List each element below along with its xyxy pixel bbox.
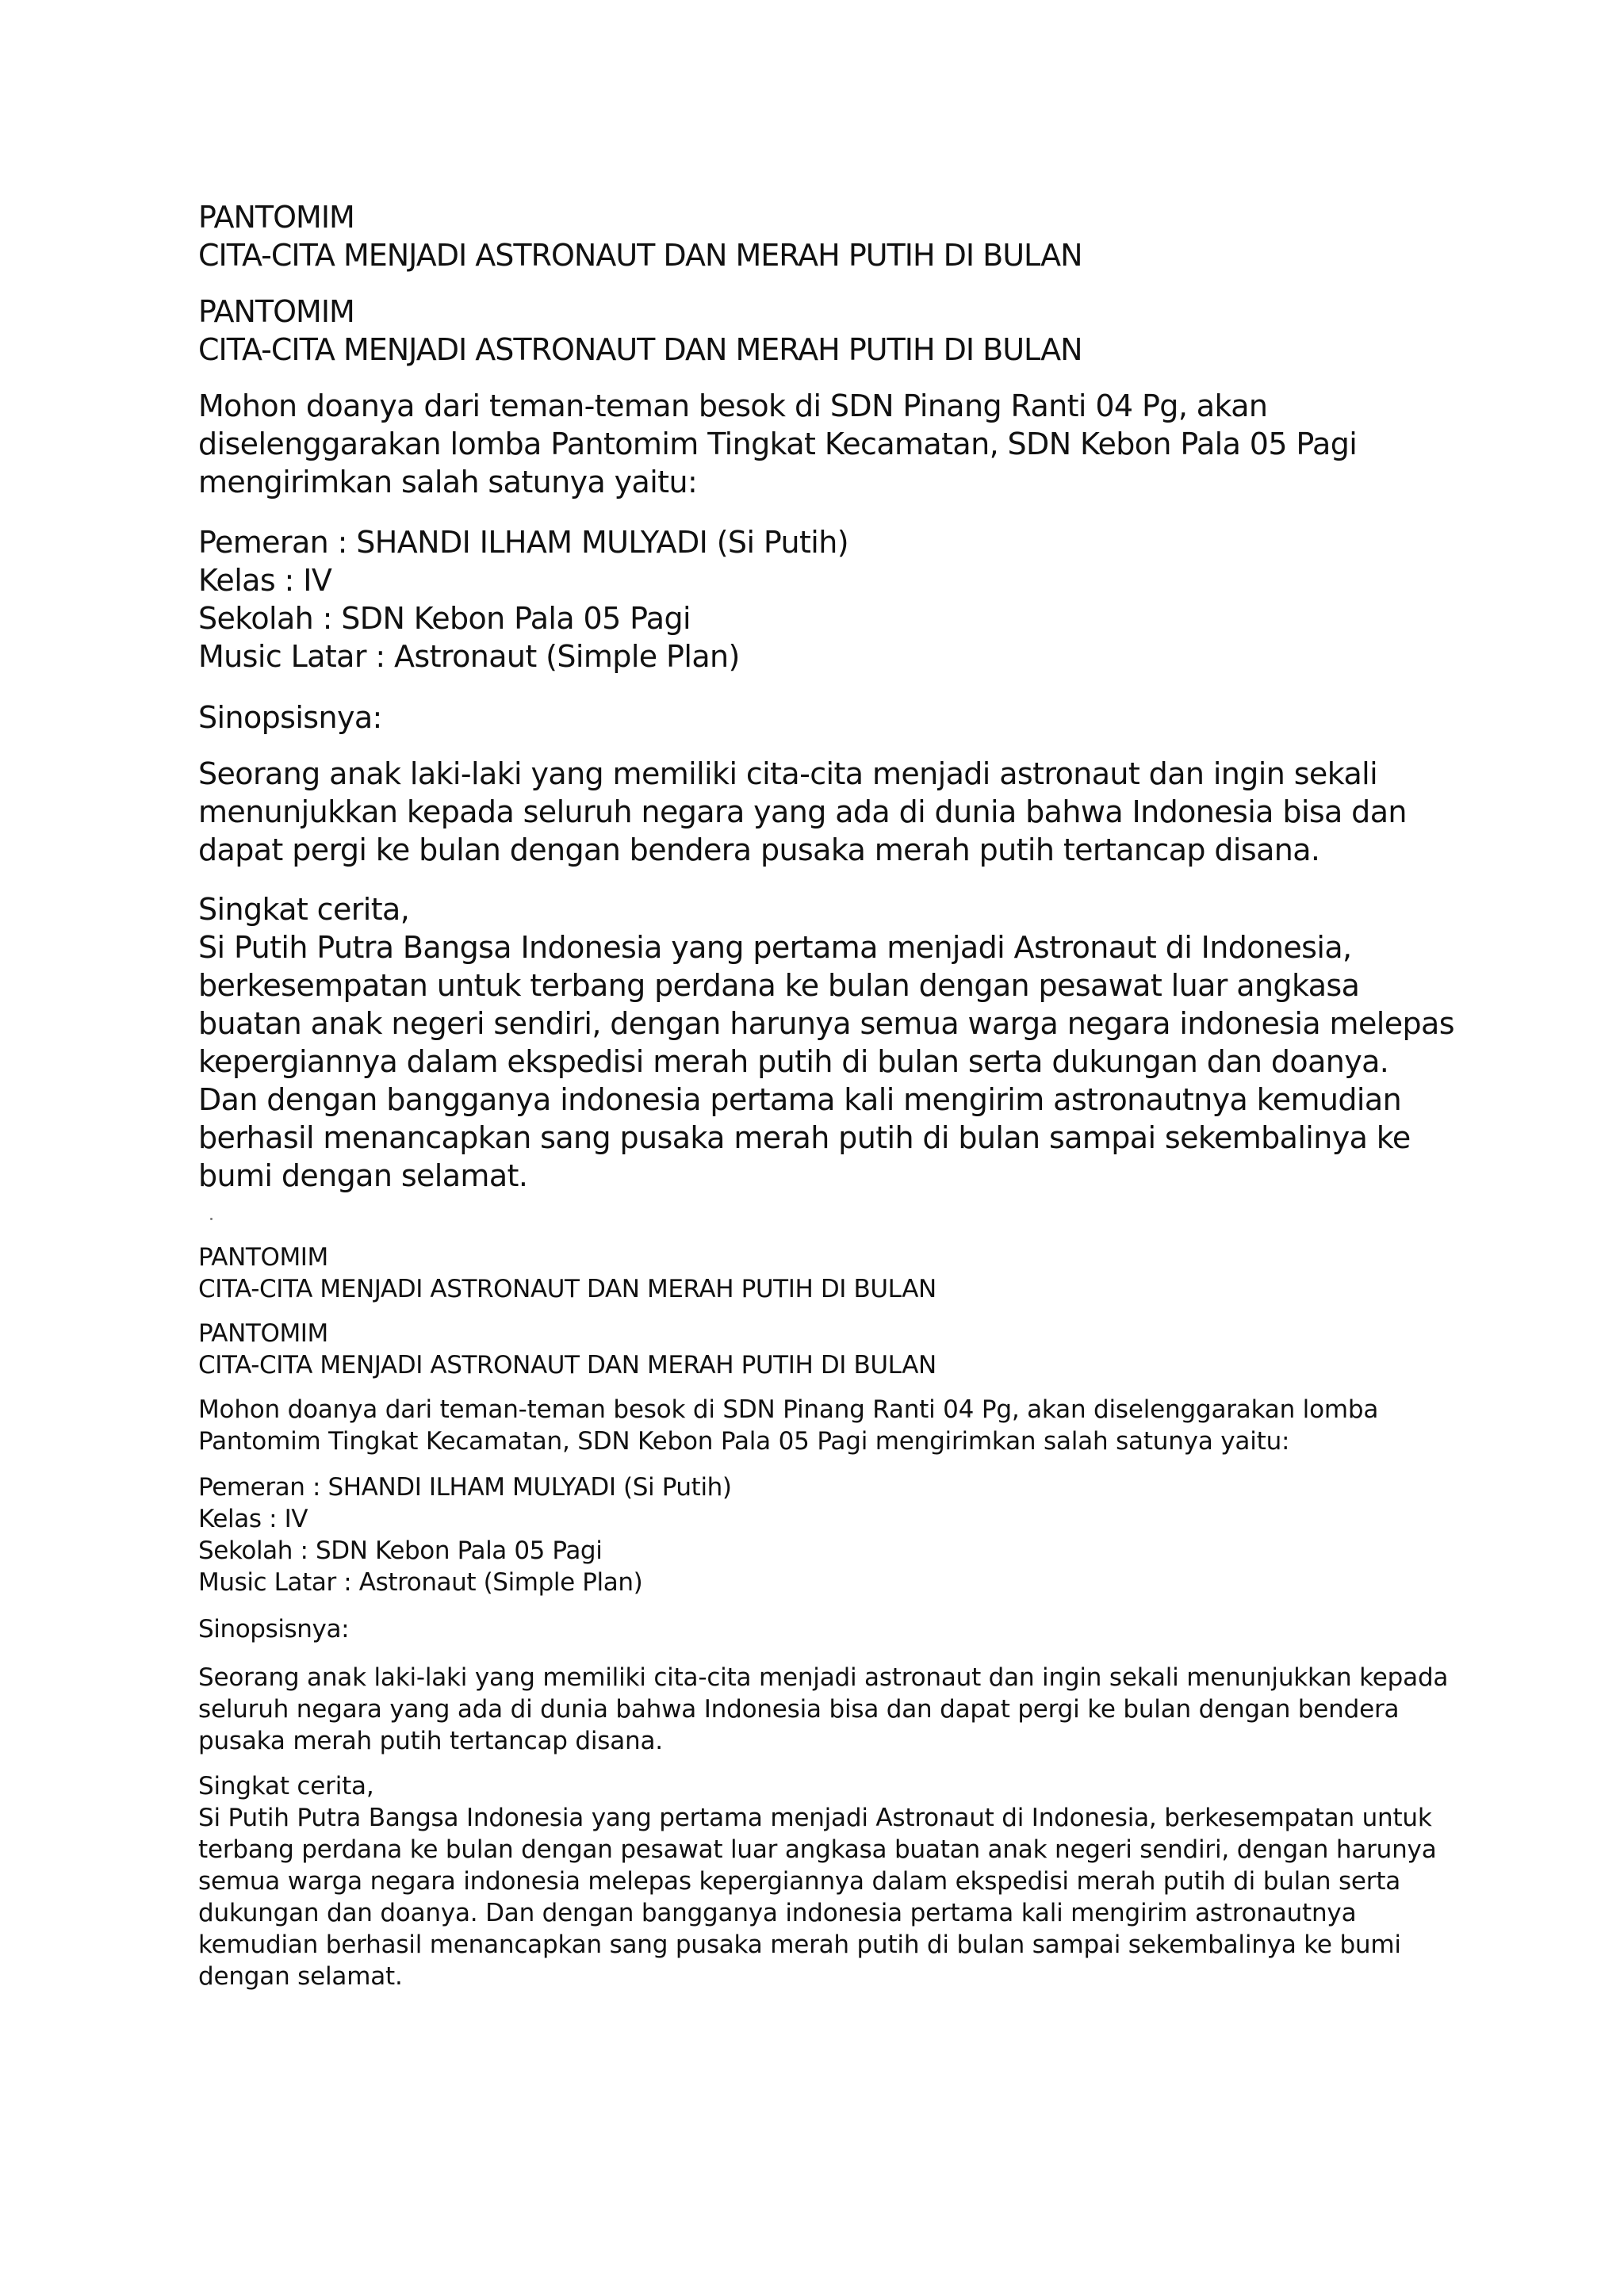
lower-synopsis-line: Seorang anak laki-laki yang memiliki cita-cita menjadi astronaut dan ingin sekali menunjukkan kepada — [198, 1663, 1449, 1692]
lower-story-line: Singkat cerita, — [198, 1772, 374, 1800]
upper-intro-line: Mohon doanya dari teman-teman besok di SDN Pinang Ranti 04 Pg, akan — [198, 388, 1268, 423]
stray-dot — [210, 1218, 213, 1220]
upper-detail-music: Music Latar : Astronaut (Simple Plan) — [198, 639, 740, 674]
upper-synopsis-label: Sinopsisnya: — [198, 700, 382, 735]
upper-heading-1-subtitle: CITA-CITA MENJADI ASTRONAUT DAN MERAH PUTIH DI BULAN — [198, 238, 1082, 273]
lower-detail-music: Music Latar : Astronaut (Simple Plan) — [198, 1568, 643, 1597]
upper-heading-1 — [198, 198, 1459, 274]
lower-story-line: dengan selamat. — [198, 1962, 403, 1991]
lower-heading-2-title: PANTOMIM — [198, 1319, 328, 1348]
upper-story-line: buatan anak negeri sendiri, dengan harunya semua warga negara indonesia melepas — [198, 1006, 1454, 1041]
lower-story-line: Si Putih Putra Bangsa Indonesia yang pertama menjadi Astronaut di Indonesia, berkesempatan untuk — [198, 1804, 1432, 1832]
lower-detail-sekolah: Sekolah : SDN Kebon Pala 05 Pagi — [198, 1536, 603, 1565]
upper-story-line: Dan dengan bangganya indonesia pertama kali mengirim astronautnya kemudian — [198, 1082, 1402, 1117]
upper-story-line: Singkat cerita, — [198, 892, 410, 927]
upper-story-line: Si Putih Putra Bangsa Indonesia yang pertama menjadi Astronaut di Indonesia, — [198, 930, 1352, 965]
lower-intro-paragraph — [198, 1394, 1459, 1457]
lower-detail-pemeran: Pemeran : SHANDI ILHAM MULYADI (Si Putih) — [198, 1473, 732, 1502]
upper-intro-line: diselenggarakan lomba Pantomim Tingkat Kecamatan, SDN Kebon Pala 05 Pagi — [198, 427, 1358, 461]
lower-intro-line: Pantomim Tingkat Kecamatan, SDN Kebon Pala 05 Pagi mengirimkan salah satunya yaitu: — [198, 1427, 1290, 1456]
lower-synopsis-line: pusaka merah putih tertancap disana. — [198, 1727, 663, 1755]
lower-story-line: semua warga negara indonesia melepas kepergiannya dalam ekspedisi merah putih di bulan serta — [198, 1867, 1401, 1896]
lower-story-line: dukungan dan doanya. Dan dengan bangganya indonesia pertama kali mengirim astronautnya — [198, 1899, 1357, 1927]
lower-synopsis-paragraph — [198, 1662, 1459, 1757]
upper-story-line: berkesempatan untuk terbang perdana ke bulan dengan pesawat luar angkasa — [198, 968, 1360, 1003]
upper-heading-1-title: PANTOMIM — [198, 200, 354, 235]
upper-intro-paragraph — [198, 387, 1459, 501]
lower-story-line: kemudian berhasil menancapkan sang pusaka merah putih di bulan sampai sekembalinya ke bumi — [198, 1931, 1401, 1959]
upper-synopsis-line: Seorang anak laki-laki yang memiliki cita-cita menjadi astronaut dan ingin sekali — [198, 756, 1378, 791]
lower-details — [198, 1471, 1459, 1598]
upper-synopsis-paragraph — [198, 755, 1459, 869]
lower-intro-line: Mohon doanya dari teman-teman besok di SDN Pinang Ranti 04 Pg, akan diselenggarakan lomba — [198, 1395, 1379, 1424]
lower-heading-1-subtitle: CITA-CITA MENJADI ASTRONAUT DAN MERAH PUTIH DI BULAN — [198, 1275, 936, 1303]
lower-heading-1-title: PANTOMIM — [198, 1243, 328, 1272]
upper-heading-2-subtitle: CITA-CITA MENJADI ASTRONAUT DAN MERAH PUTIH DI BULAN — [198, 332, 1082, 367]
upper-story-line: bumi dengan selamat. — [198, 1158, 528, 1193]
lower-detail-kelas: Kelas : IV — [198, 1505, 308, 1533]
upper-story-line: berhasil menancapkan sang pusaka merah putih di bulan sampai sekembalinya ke — [198, 1120, 1411, 1155]
upper-story-paragraph — [198, 890, 1459, 1195]
upper-story-line: kepergiannya dalam ekspedisi merah putih di bulan serta dukungan dan doanya. — [198, 1044, 1389, 1079]
upper-heading-2-title: PANTOMIM — [198, 294, 354, 329]
upper-synopsis-line: dapat pergi ke bulan dengan bendera pusaka merah putih tertancap disana. — [198, 832, 1320, 867]
lower-story-paragraph — [198, 1770, 1459, 1992]
lower-story-line: terbang perdana ke bulan dengan pesawat luar angkasa buatan anak negeri sendiri, dengan harunya — [198, 1835, 1437, 1864]
lower-synopsis-label: Sinopsisnya: — [198, 1615, 350, 1644]
lower-heading-2 — [198, 1318, 1459, 1381]
upper-synopsis-line: menunjukkan kepada seluruh negara yang ada di dunia bahwa Indonesia bisa dan — [198, 794, 1407, 829]
lower-heading-2-subtitle: CITA-CITA MENJADI ASTRONAUT DAN MERAH PUTIH DI BULAN — [198, 1351, 936, 1380]
upper-detail-kelas: Kelas : IV — [198, 563, 332, 598]
upper-detail-pemeran: Pemeran : SHANDI ILHAM MULYADI (Si Putih) — [198, 525, 848, 560]
upper-heading-2 — [198, 293, 1459, 369]
upper-detail-sekolah: Sekolah : SDN Kebon Pala 05 Pagi — [198, 601, 691, 636]
upper-details — [198, 523, 1459, 675]
lower-heading-1 — [198, 1242, 1459, 1305]
lower-synopsis-line: seluruh negara yang ada di dunia bahwa Indonesia bisa dan dapat pergi ke bulan dengan bendera — [198, 1695, 1400, 1724]
upper-intro-line: mengirimkan salah satunya yaitu: — [198, 465, 698, 499]
